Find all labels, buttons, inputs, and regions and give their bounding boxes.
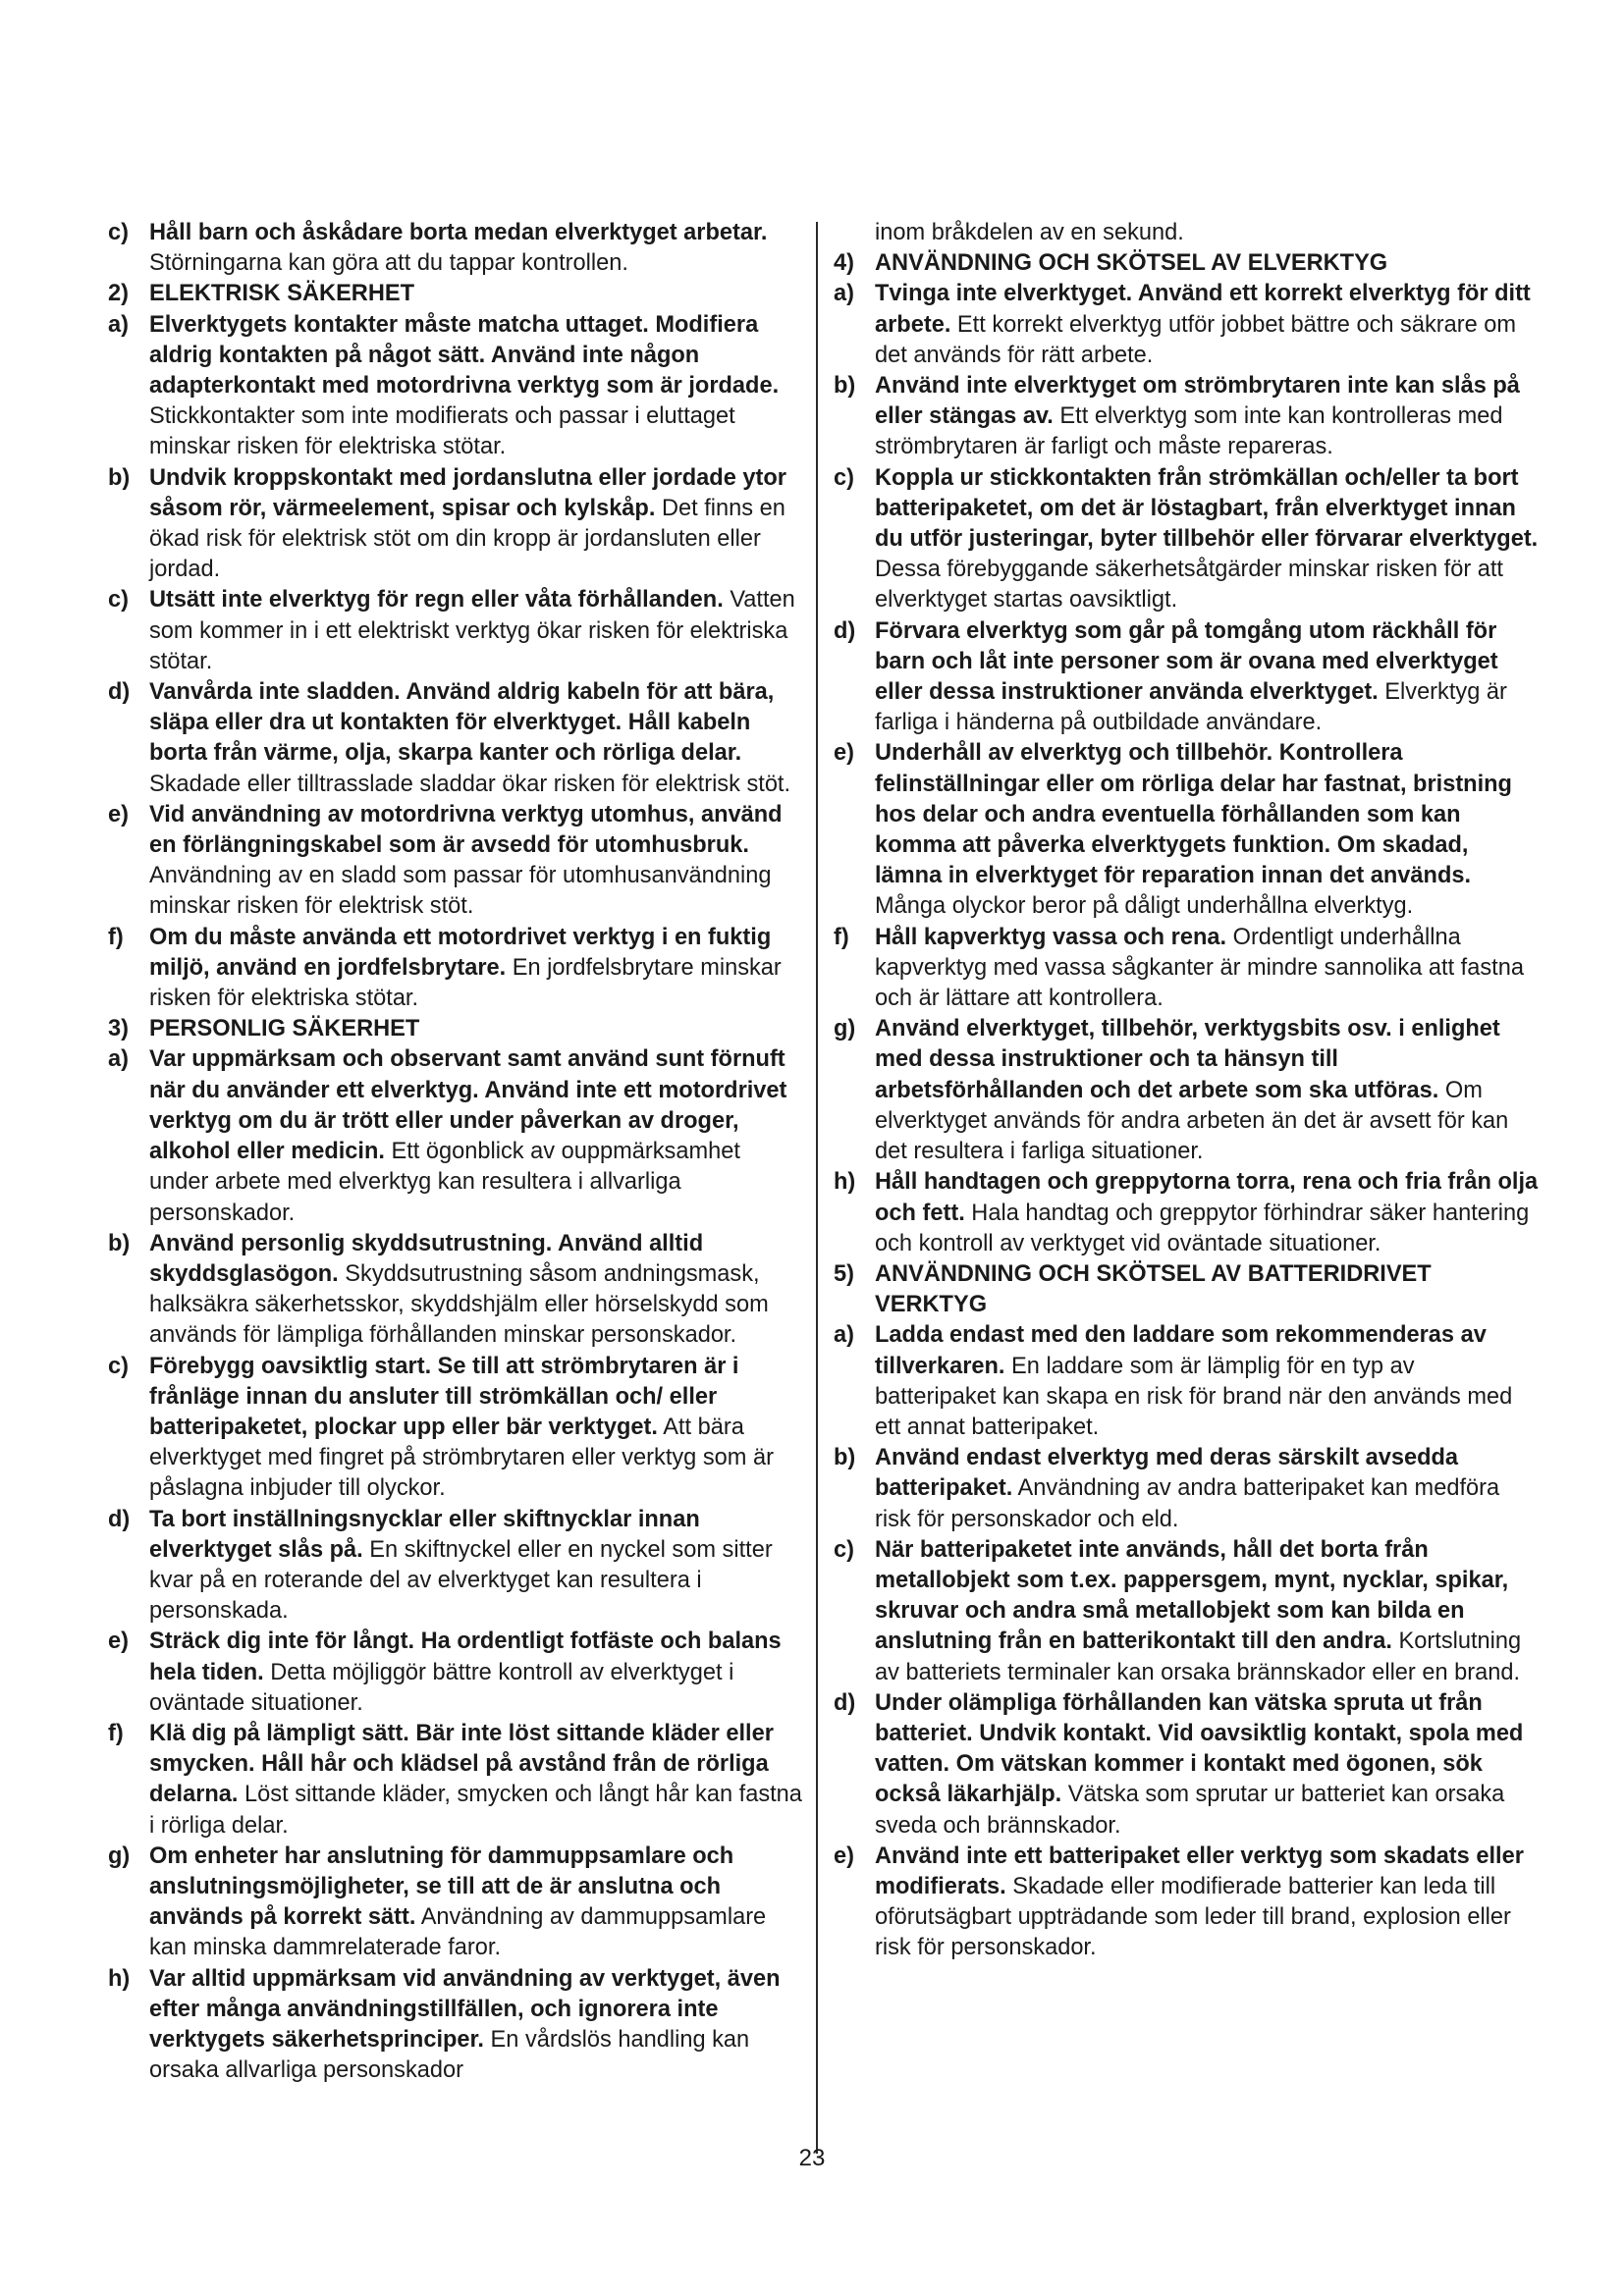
item-text: Ett ögonblick av ouppmärksamhet under arbete med elverktyg kan resultera i allvarliga personskador.	[149, 1139, 740, 1226]
item-text: Vatten som kommer in i ett elektriskt verktyg ökar risken för elektriska stötar.	[149, 587, 795, 674]
section-title: ELEKTRISK SÄKERHET	[149, 281, 415, 307]
right-item-10	[834, 1320, 1541, 1443]
item-text: Om elverktyget används för andra arbeten än det är avsett för kan det resultera i farliga situationer.	[875, 1077, 1509, 1165]
section-title: ANVÄNDNING OCH SKÖTSEL AV ELVERKTYG	[875, 250, 1388, 277]
section-number: 4)	[834, 250, 854, 277]
item-marker: a)	[108, 1046, 129, 1073]
item-bold-text: Elverktygets kontakter måste matcha uttaget. Modifiera aldrig kontakten på något sätt. Använd inte någon adapterkontakt med motordrivna verktyg som är jordade.	[149, 311, 780, 400]
right-item-1	[834, 279, 1541, 371]
item-text: Vätska som sprutar ur batteriet kan orsaka sveda och brännskador.	[875, 1782, 1505, 1839]
item-marker: e)	[834, 1842, 854, 1869]
item-text: Elverktyg är farliga i händerna på outbildade användare.	[875, 679, 1507, 736]
item-marker: b)	[834, 1445, 856, 1471]
right-item-8	[834, 1167, 1541, 1259]
item-text: Ett elverktyg som inte kan kontrolleras med strömbrytaren är farligt och måste repareras.	[875, 403, 1503, 460]
item-text: Det finns en ökad risk för elektrisk stöt om din kropp är jordansluten eller jordad.	[149, 495, 785, 583]
item-text: Stickkontakter som inte modifierats och passar i eluttaget minskar risken för elektriska stötar.	[149, 403, 735, 460]
item-bold-text: Ta bort inställningsnycklar eller skiftnycklar innan elverktyget slås på.	[149, 1506, 700, 1563]
left-item-9	[108, 1044, 805, 1228]
item-marker: g)	[834, 1016, 856, 1042]
item-bold-text: Underhåll av elverktyg och tillbehör. Kontrollera felinställningar eller om rörliga delar har fastnat, bristning hos delar och andra eventuella förhållanden som kan komma att påverka elverktygets funktion. Om skadad, lämna in elverktyget för reparation innan det används.	[875, 740, 1512, 889]
item-marker: e)	[834, 740, 854, 767]
item-marker: c)	[834, 464, 854, 491]
section-heading-battery-tool	[834, 1259, 1541, 1320]
right-item-2	[834, 371, 1541, 463]
item-text: Användning av andra batteripaket kan medföra risk för personskador och eld.	[875, 1475, 1500, 1532]
item-bold-text: Var uppmärksam och observant samt använd sunt förnuft när du använder ett elverktyg. Använd inte ett motordrivet verktyg om du är trött eller under påverkan av droger, alkohol eller medicin.	[149, 1046, 787, 1165]
left-item-0	[108, 218, 805, 279]
item-bold-text: När batteripaketet inte används, håll det borta från metallobjekt som t.ex. pappersgem, mynt, nycklar, spikar, skruvar och andra små metallobjekt som kan bilda en anslutning från en batterikontakt till den andra.	[875, 1536, 1509, 1655]
left-item-6	[108, 800, 805, 923]
item-bold-text: Om enheter har anslutning för dammuppsamlare och anslutningsmöjligheter, se till att de är anslutna och används på korrekt sätt.	[149, 1842, 734, 1931]
item-marker: h)	[108, 1965, 131, 1992]
item-marker: f)	[834, 924, 849, 950]
item-marker: d)	[108, 1506, 131, 1532]
section-number: 2)	[108, 281, 129, 307]
item-text: Att bära elverktyget med fingret på strömbrytaren eller verktyg som är påslagna inbjuder till olyckor.	[149, 1414, 774, 1502]
item-marker: g)	[108, 1842, 131, 1869]
item-bold-text: Förebygg oavsiktlig start. Se till att strömbrytaren är i frånläge innan du ansluter till strömkällan och/ eller batteripaketet, plockar upp eller bär verktyget.	[149, 1353, 739, 1440]
item-text: Skadade eller modifierade batterier kan leda till oförutsägbart uppträdande som leder till brand, explosion eller risk för personskador.	[875, 1873, 1511, 1961]
item-marker: c)	[834, 1536, 854, 1563]
left-item-13	[108, 1627, 805, 1719]
item-marker: c)	[108, 587, 129, 614]
right-item-6	[834, 923, 1541, 1015]
item-marker: e)	[108, 1629, 129, 1655]
item-bold-text: Använd inte elverktyget om strömbrytaren inte kan slås på eller stängas av.	[875, 373, 1520, 430]
item-bold-text: Vanvårda inte sladden. Använd aldrig kabeln för att bära, släpa eller dra ut kontakten för elverktyget. Håll kabeln borta från värme, olja, skarpa kanter och rörliga delar.	[149, 679, 775, 767]
item-text: Dessa förebyggande säkerhetsåtgärder minskar risken för att elverktyget startas oavsiktligt.	[875, 557, 1503, 614]
item-bold-text: Ladda endast med den laddare som rekommenderas av tillverkaren.	[875, 1322, 1487, 1379]
item-text: Användning av dammuppsamlare kan minska dammrelaterade faror.	[149, 1904, 767, 1961]
item-text: Skadade eller tilltrasslade sladdar ökar risken för elektrisk stöt.	[149, 771, 791, 797]
left-item-16	[108, 1964, 805, 2087]
section-heading-electrical-safety	[108, 279, 805, 309]
item-marker: b)	[108, 1230, 131, 1256]
item-text: Hala handtag och greppytor förhindrar säker hantering och kontroll av verktyget vid oväntade situationer.	[875, 1200, 1530, 1256]
item-bold-text: Håll kapverktyg vassa och rena.	[875, 924, 1227, 950]
item-text: Kortslutning av batteriets terminaler kan orsaka brännskador eller en brand.	[875, 1629, 1522, 1685]
item-marker: f)	[108, 1720, 124, 1746]
item-bold-text: Var alltid uppmärksam vid användning av verktyget, även efter många användningstillfällen, och ignorera inte verktygets säkerhetsprinciper.	[149, 1965, 781, 2053]
item-bold-text: Koppla ur stickkontakten från strömkällan och/eller ta bort batteripaketet, om det är löstagbart, från elverktyget innan du utför justeringar, byter tillbehör eller förvarar elverktyget.	[875, 464, 1539, 553]
item-bold-text: Håll handtagen och greppytorna torra, rena och fria från olja och fett.	[875, 1169, 1539, 1226]
column-divider	[816, 222, 818, 2154]
item-marker: b)	[834, 373, 856, 400]
item-marker: d)	[834, 617, 856, 644]
right-item-12	[834, 1535, 1541, 1688]
left-item-11	[108, 1352, 805, 1505]
continued-text: inom bråkdelen av en sekund.	[875, 220, 1184, 245]
item-bold-text: Använd endast elverktyg med deras särskilt avsedda batteripaket.	[875, 1445, 1459, 1502]
left-item-12	[108, 1505, 805, 1628]
item-marker: a)	[834, 281, 854, 307]
item-marker: d)	[834, 1689, 856, 1716]
item-marker: h)	[834, 1169, 856, 1196]
left-column	[108, 218, 805, 2086]
item-bold-text: Sträck dig inte för långt. Ha ordentligt fotfäste och balans hela tiden.	[149, 1629, 782, 1685]
left-item-2	[108, 310, 805, 463]
left-item-10	[108, 1229, 805, 1352]
right-item-3	[834, 463, 1541, 616]
right-item-7	[834, 1014, 1541, 1167]
item-bold-text: Undvik kroppskontakt med jordanslutna eller jordade ytor såsom rör, värmeelement, spisar och kylskåp.	[149, 464, 786, 521]
item-marker: d)	[108, 679, 131, 706]
item-marker: a)	[108, 311, 129, 338]
right-item-13	[834, 1688, 1541, 1842]
item-bold-text: Tvinga inte elverktyget. Använd ett korrekt elverktyg för ditt arbete.	[875, 281, 1531, 338]
item-text: En laddare som är lämplig för en typ av batteripaket kan skapa en risk för brand när den används med ett annat batteripaket.	[875, 1353, 1513, 1440]
item-marker: c)	[108, 220, 129, 245]
right-column	[834, 218, 1541, 1964]
section-number: 5)	[834, 1260, 854, 1287]
item-text: Löst sittande kläder, smycken och långt hår kan fastna i rörliga delar.	[149, 1782, 802, 1839]
right-item-4	[834, 616, 1541, 739]
item-bold-text: Använd elverktyget, tillbehör, verktygsbits osv. i enlighet med dessa instruktioner och ta hänsyn till arbetsförhållanden och det arbete som ska utföras.	[875, 1016, 1500, 1103]
item-bold-text: Använd inte ett batteripaket eller verktyg som skadats eller modifierats.	[875, 1842, 1524, 1899]
left-item-5	[108, 677, 805, 800]
item-bold-text: Håll barn och åskådare borta medan elverktyget arbetar.	[149, 220, 768, 245]
item-marker: e)	[108, 801, 129, 828]
item-bold-text: Utsätt inte elverktyg för regn eller våta förhållanden.	[149, 587, 724, 614]
item-text: En vårdslös handling kan orsaka allvarliga personskador	[149, 2026, 750, 2084]
left-item-7	[108, 923, 805, 1015]
item-marker: c)	[108, 1353, 129, 1379]
section-title: ANVÄNDNING OCH SKÖTSEL AV BATTERIDRIVET VERKTYG	[875, 1260, 1432, 1318]
item-text: Skyddsutrustning såsom andningsmask, halksäkra säkerhetsskor, skyddshjälm eller hörselskydd som används för lämpliga förhållanden minskar personskador.	[149, 1260, 769, 1349]
right-item-11	[834, 1443, 1541, 1535]
section-title: PERSONLIG SÄKERHET	[149, 1016, 420, 1042]
left-item-15	[108, 1842, 805, 1964]
left-item-3	[108, 463, 805, 586]
item-bold-text: Klä dig på lämpligt sätt. Bär inte löst sittande kläder eller smycken. Håll hår och klädsel på avstånd från de rörliga delarna.	[149, 1720, 774, 1808]
right-item-14	[834, 1842, 1541, 1964]
page-number: 23	[798, 2145, 826, 2171]
item-marker: a)	[834, 1322, 854, 1349]
left-item-4	[108, 585, 805, 677]
section-heading-personal-safety	[108, 1014, 805, 1044]
right-item-5	[834, 738, 1541, 922]
item-bold-text: Om du måste använda ett motordrivet verktyg i en fuktig miljö, använd en jordfelsbrytare.	[149, 924, 772, 981]
item-bold-text: Vid användning av motordrivna verktyg utomhus, använd en förlängningskabel som är avsedd för utomhusbruk.	[149, 801, 783, 859]
item-text: Många olyckor beror på dåligt underhållna elverktyg.	[875, 893, 1414, 920]
item-text: En skiftnyckel eller en nyckel som sitter kvar på en roterande del av elverktyget kan resultera i personskada.	[149, 1536, 773, 1625]
item-text: Ordentligt underhållna kapverktyg med vassa sågkanter är mindre sannolika att fastna och är lättare att kontrollera.	[875, 924, 1524, 1012]
item-bold-text: Under olämpliga förhållanden kan vätska spruta ut från batteriet. Undvik kontakt. Vid oavsiktlig kontakt, spola med vatten. Om vätskan kommer i kontakt med ögonen, sök också läkarhjälp.	[875, 1689, 1524, 1808]
section-heading-tool-use-care	[834, 248, 1541, 279]
item-text: Detta möjliggör bättre kontroll av elverktyget i oväntade situationer.	[149, 1659, 734, 1716]
item-text: Ett korrekt elverktyg utför jobbet bättre och säkrare om det används för rätt arbete.	[875, 311, 1517, 368]
item-marker: b)	[108, 464, 131, 491]
item-marker: f)	[108, 924, 124, 950]
item-text: En jordfelsbrytare minskar risken för elektriska stötar.	[149, 954, 782, 1012]
left-item-14	[108, 1719, 805, 1842]
item-text: Användning av en sladd som passar för utomhusanvändning minskar risken för elektrisk stöt.	[149, 863, 772, 920]
item-text: Störningarna kan göra att du tappar kontrollen.	[149, 250, 628, 277]
section-number: 3)	[108, 1016, 129, 1042]
item-bold-text: Förvara elverktyg som går på tomgång utom räckhåll för barn och låt inte personer som är ovana med elverktyget eller dessa instruktioner använda elverktyget.	[875, 617, 1498, 706]
item-bold-text: Använd personlig skyddsutrustning. Använd alltid skyddsglasögon.	[149, 1230, 704, 1287]
